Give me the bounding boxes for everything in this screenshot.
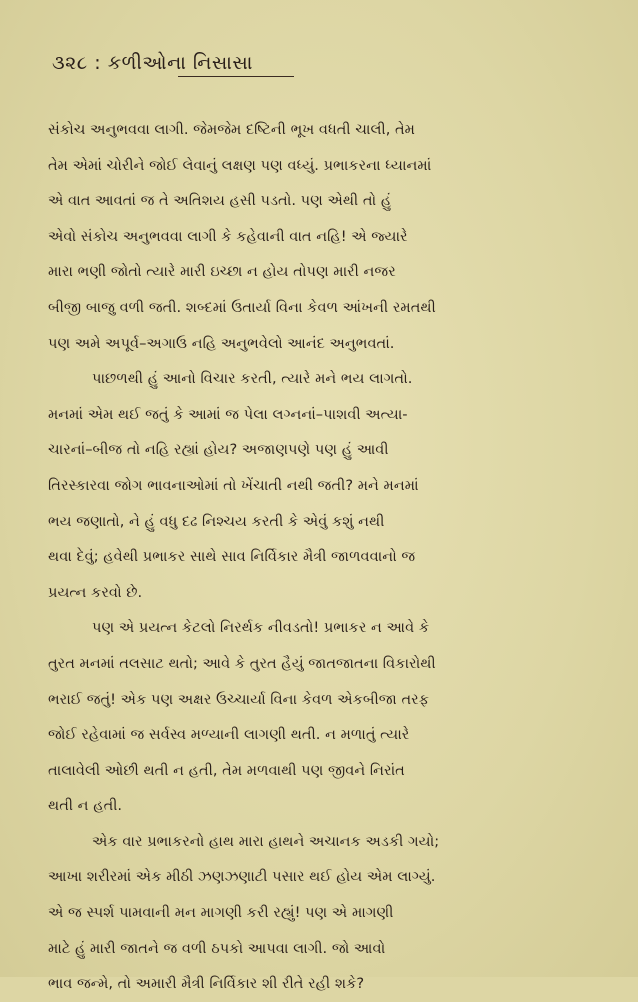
paragraph-1-line-5: મારા ભણી જોતો ત્યારે મારી ઇચ્છા ન હોય તોપણ મારી નજર [48,263,396,281]
paragraph-2-line-2: મનમાં એમ થઈ જતું કે આમાં જ પેલા લગ્નનાં–પાશવી અત્યા- [48,405,408,423]
paragraph-2-line-6: થવા દેવું; હવેથી પ્રભાકર સાથે સાવ નિર્વિકાર મૈત્રી જાળવવાનો જ [48,548,416,566]
paragraph-1-line-4: એવો સંકોચ અનુભવવા લાગી કે કહેવાની વાત નહિ! એ જ્યારે [48,227,408,245]
page-header: ૩૨૮ : કળીઓના નિસાસા [52,52,253,74]
paragraph-2-line-4: તિરસ્કારવા જોગ ભાવનાઓમાં તો ખેંચાતી નથી જતી? મને મનમાં [48,476,419,494]
body-text [48,112,596,1002]
paragraph-2-line-5: ભય જણાતો, ને હું વધુ દઢ નિશ્ચય કરતી કે એવું કશું નથી [48,512,385,530]
paragraph-4-line-4: માટે હું મારી જાતને જ વળી ઠપકો આપવા લાગી. જો આવો [48,939,386,957]
paragraph-4-line-1: એક વાર પ્રભાકરનો હાથ મારા હાથને અચાનક અડકી ગયો; [92,832,440,850]
paragraph-1-line-1: સંકોચ અનુભવવા લાગી. જેમજેમ દષ્ટિની ભૂખ વધતી ચાલી, તેમ [48,121,415,138]
paragraph-4-line-3: એ જ સ્પર્શ પામવાની મન માગણી કરી રહ્યું! પણ એ માગણી [48,904,394,922]
paragraph-1-line-6: બીજી બાજુ વળી જતી. શબ્દમાં ઉતાર્યા વિના કેવળ આંખની રમતથી [48,298,436,316]
paragraph-3-line-3: ભરાઈ જતું! એક પણ અક્ષર ઉચ્ચાર્યા વિના કેવળ એકબીજા તરફ [48,690,430,708]
paragraph-4-line-2: આખા શરીરમાં એક મીઠી ઝણઝણાટી પસાર થઈ હોય એમ લાગ્યું. [48,868,436,886]
paragraph-1-line-3: એ વાત આવતાં જ તે અતિશય હસી પડતો. પણ એથી તો હું [48,192,392,210]
paragraph-4-line-5: ભાવ જન્મે, તો અમારી મૈત્રી નિર્વિકાર શી રીતે રહી શકે? [48,975,365,993]
paragraph-3-line-4: જોઈ રહેવામાં જ સર્વસ્વ મળ્યાની લાગણી થતી. ન મળાતું ત્યારે [48,726,410,744]
paragraph-2-line-3: ચારનાં–બીજ તો નહિ રહ્યાં હોય? અજાણપણે પણ હું આવી [48,441,389,459]
paragraph-1-line-2: તેમ એમાં ચોરીને જોઈ લેવાનું લક્ષણ પણ વધ્યું. પ્રભાકરના ધ્યાનમાં [48,156,432,174]
paragraph-1-line-7: પણ અમે અપૂર્વ–અગાઉ નહિ અનુભવેલો આનંદ અનુભવતાં. [48,334,395,352]
paragraph-3-line-6: થતી ન હતી. [48,797,123,815]
header-underline [178,76,294,77]
paragraph-2-line-1: પાછળથી હું આનો વિચાર કરતી, ત્યારે મને ભય લાગતો. [92,370,413,388]
paragraph-3-line-5: તાલાવેલી ઓછી થતી ન હતી, તેમ મળવાથી પણ જીવને નિરાંત [48,761,405,779]
paragraph-3-line-1: પણ એ પ્રયત્ન કેટલો નિરર્થક નીવડતો! પ્રભાકર ન આવે કે [92,619,430,637]
paragraph-2-line-7: પ્રયત્ન કરવો છે. [48,583,143,601]
paragraph-3-line-2: તુરત મનમાં તલસાટ થતો; આવે કે તુરત હૈયું જાતજાતના વિકારોથી [48,654,436,672]
